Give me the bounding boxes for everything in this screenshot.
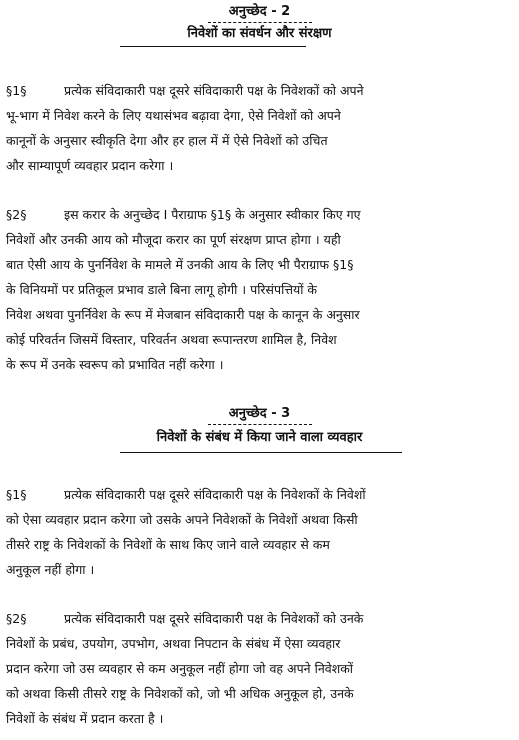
heading-dash-rule [208, 424, 312, 425]
paragraph-line: निवेश अथवा पुनर्निवेश के रूप में मेजबान संविदाकारी पक्ष के कानून के अनुसार [6, 307, 360, 322]
paragraph-line: निवेशों के संबंध में प्रदान करता है । [6, 711, 164, 726]
paragraph-line [6, 202, 514, 227]
paragraph-text: इस करार के अनुच्छेद I पैराग्राफ §1§ के अनुसार स्वीकार किए गए [64, 207, 361, 222]
paragraph-line: कानूनों के अनुसार स्वीकृति देगा और हर हाल में में ऐसे निवेशों को उचित [6, 133, 328, 148]
paragraph-line: को अथवा किसी तीसरे राष्ट्र के निवेशकों को, जो भी अधिक अनुकूल हो, उनके [6, 686, 354, 701]
paragraph-line: बात ऐसी आय के पुनर्निवेश के मामले में उनकी आय के लिए भी पैराग्राफ §1§ [6, 257, 354, 272]
paragraph-text: प्रत्येक संविदाकारी पक्ष दूसरे संविदाकारी पक्ष के निवेशकों के निवेशों [64, 487, 366, 502]
article-2-heading: अनुच्छेद - 2 [228, 4, 291, 19]
paragraph-line: भू-भाग में निवेश करने के लिए यथासंभव बढ़ावा देगा, ऐसे निवेशों को अपने [6, 108, 341, 123]
paragraph-number: §1§ [6, 487, 27, 502]
paragraph-number: §2§ [6, 611, 27, 626]
paragraph-text: प्रत्येक संविदाकारी पक्ष दूसरे संविदाकारी पक्ष के निवेशकों को उनके [64, 611, 364, 626]
article-3-title: निवेशों के संबंध में किया जाने वाला व्यवहार [156, 430, 363, 445]
paragraph-line: को ऐसा व्यवहार प्रदान करेगा जो उसके अपने निवेशकों के निवेशों अथवा किसी [6, 512, 358, 527]
article-2-paragraph-2 [6, 202, 514, 377]
paragraph-number: §2§ [6, 207, 27, 222]
paragraph-number: §1§ [6, 83, 27, 98]
article-3-paragraph-2 [6, 606, 514, 731]
title-underline [120, 452, 402, 453]
paragraph-line: और साम्यापूर्ण व्यवहार प्रदान करेगा । [6, 158, 174, 173]
paragraph-line: तीसरे राष्ट्र के निवेशकों के निवेशों के साथ किए जाने वाले व्यवहार से कम [6, 537, 330, 552]
paragraph-line [6, 606, 514, 631]
article-3-paragraph-1 [6, 482, 514, 582]
article-3-heading: अनुच्छेद - 3 [228, 406, 291, 421]
heading-dash-rule [208, 22, 312, 23]
paragraph-line: के विनियमों पर प्रतिकूल प्रभाव डाले बिना लागू होगी । परिसंपत्तियों के [6, 282, 318, 297]
paragraph-line: के रूप में उनके स्वरूप को प्रभावित नहीं करेगा । [6, 357, 224, 372]
title-underline [120, 46, 306, 47]
paragraph-line: अनुकूल नहीं होगा । [6, 562, 95, 577]
article-2-title: निवेशों का संवर्धन और संरक्षण [187, 26, 332, 41]
paragraph-line: निवेशों के प्रबंध, उपयोग, उपभोग, अथवा निपटान के संबंध में ऐसा व्यवहार [6, 636, 341, 651]
paragraph-line [6, 482, 514, 507]
paragraph-line [6, 78, 514, 103]
paragraph-line: कोई परिवर्तन जिसमें विस्तार, परिवर्तन अथवा रूपान्तरण शामिल है, निवेश [6, 332, 337, 347]
paragraph-line: निवेशों और उनकी आय को मौजूदा करार का पूर्ण संरक्षण प्राप्त होगा । यही [6, 232, 341, 247]
article-2-paragraph-1 [6, 78, 514, 178]
paragraph-line: प्रदान करेगा जो उस व्यवहार से कम अनुकूल नहीं होगा जो वह अपने निवेशकों [6, 661, 354, 676]
paragraph-text: प्रत्येक संविदाकारी पक्ष दूसरे संविदाकारी पक्ष के निवेशकों को अपने [64, 83, 364, 98]
